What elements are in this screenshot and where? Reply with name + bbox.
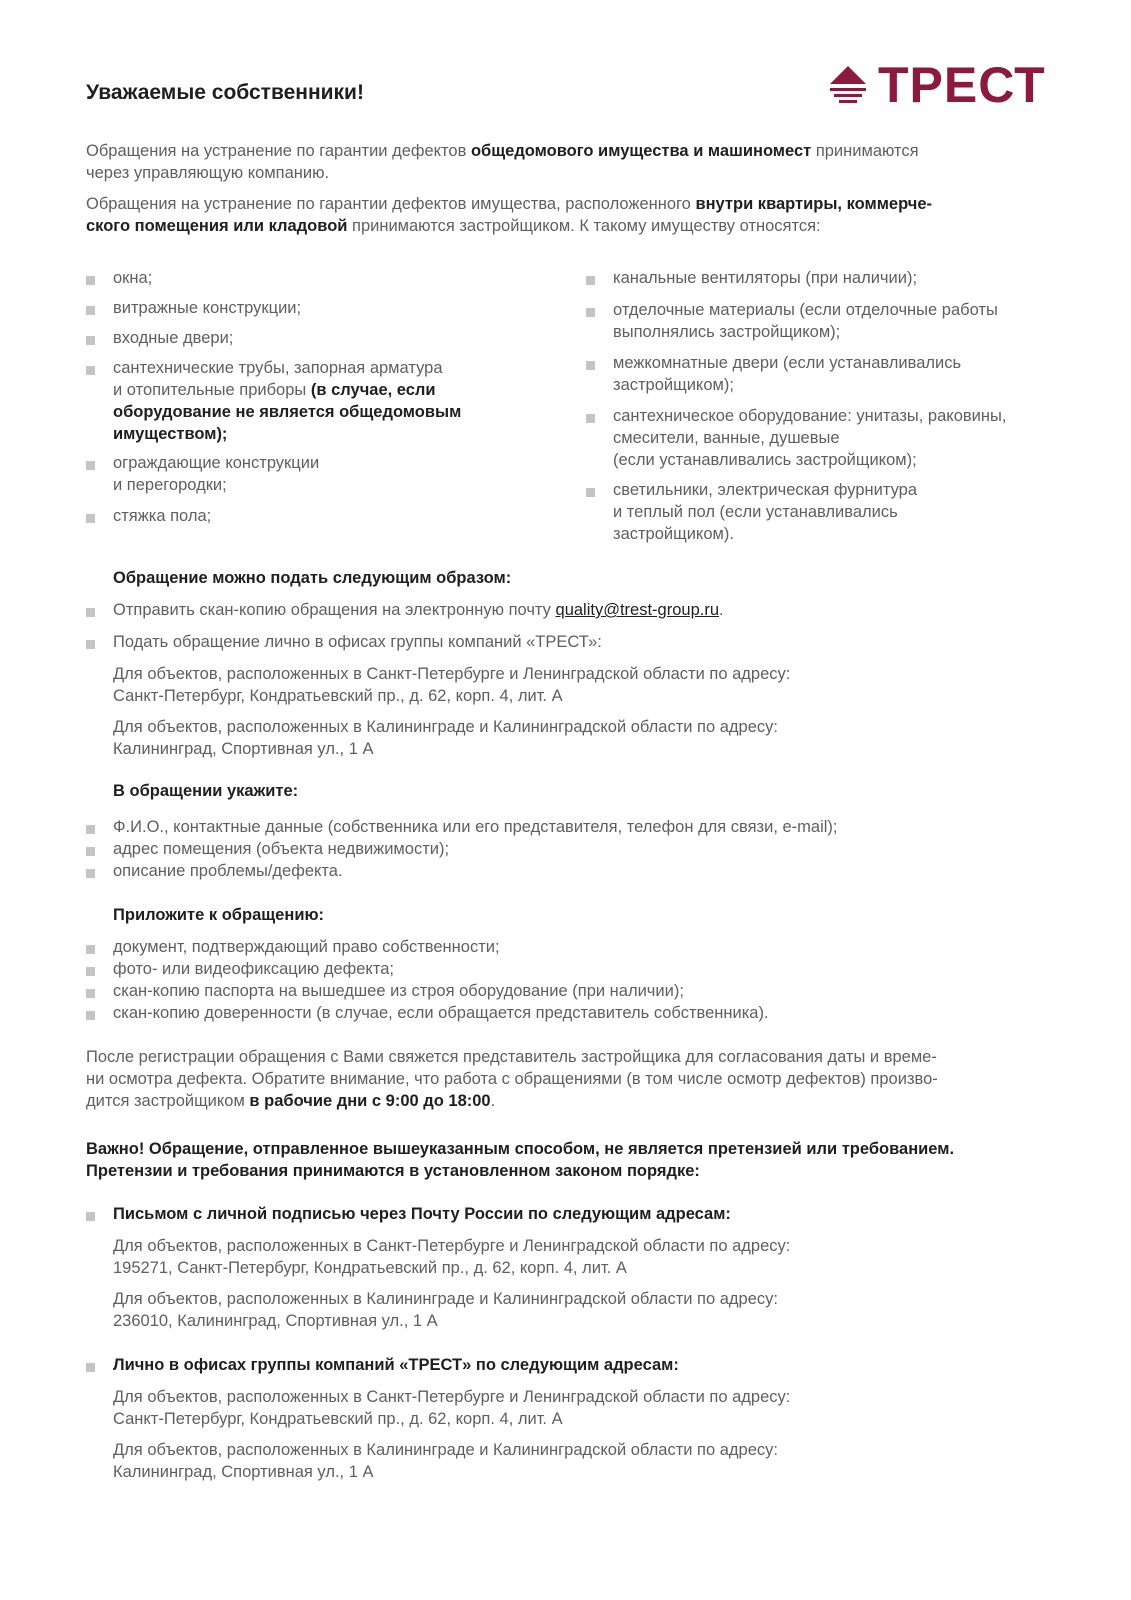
list-item: скан-копию доверенности (в случае, если обращается представитель собственника). — [86, 1002, 769, 1024]
section-heading-attach: Приложите к обращению: — [113, 906, 325, 924]
after-registration-paragraph: После регистрации обращения с Вами свяжется представитель застройщика для согласования даты и време- ни осмотра дефекта. Обратите внимание, что работа с обращениями (в том числе осмотр дефектов) произво- дится застройщиком в рабочие дни с 9:00 до 18:00. — [86, 1048, 938, 1110]
email-link[interactable]: quality@trest-group.ru — [555, 601, 720, 619]
personal-address-spb: Для объектов, расположенных в Санкт-Петербурге и Ленинградской области по адресу: Санкт-Петербург, Кондратьевский пр., д. 62, корп. 4, лит. А — [113, 1388, 791, 1428]
list-item: стяжка пола; — [86, 505, 211, 527]
logo-text: ТРЕСТ — [878, 57, 1046, 113]
list-item: окна; — [86, 267, 152, 289]
list-item: светильники, электрическая фурнитура и теплый пол (если устанавливались застройщиком). — [586, 479, 917, 545]
list-item: Подать обращение лично в офисах группы компаний «ТРЕСТ»: — [86, 631, 602, 653]
list-item: межкомнатные двери (если устанавливались застройщиком); — [586, 352, 961, 396]
list-item: сантехнические трубы, запорная арматура и отопительные приборы (в случае, если оборудование не является общедомовым имуществом); — [86, 357, 461, 445]
mail-address-kaliningrad: Для объектов, расположенных в Калининграде и Калининградской области по адресу: 236010, Калининград, Спортивная ул., 1 А — [113, 1290, 778, 1330]
section-heading-submit: Обращение можно подать следующим образом: — [113, 569, 512, 587]
page-title: Уважаемые собственники! — [86, 81, 364, 104]
list-item: описание проблемы/дефекта. — [86, 860, 343, 882]
address-spb: Для объектов, расположенных в Санкт-Петербурге и Ленинградской области по адресу: Санкт-Петербург, Кондратьевский пр., д. 62, корп. 4, лит. А — [113, 665, 791, 705]
list-item: Отправить скан-копию обращения на электронную почту quality@trest-group.ru. — [86, 599, 724, 621]
section-heading-specify: В обращении укажите: — [113, 782, 299, 800]
logo-mark-icon — [826, 63, 870, 107]
list-item: Ф.И.О., контактные данные (собственника или его представителя, телефон для связи, e-mail); — [86, 816, 838, 838]
intro-paragraph-1: Обращения на устранение по гарантии дефектов общедомового имущества и машиномест принимаются через управляющую компанию. — [86, 142, 919, 182]
important-notice: Важно! Обращение, отправленное вышеуказанным способом, не является претензией или требованием. Претензии и требования принимаются в установленном законом порядке: — [86, 1140, 955, 1180]
intro-paragraph-2: Обращения на устранение по гарантии дефектов имущества, расположенного внутри квартиры, коммерче- ского помещения или кладовой принимаются застройщиком. К такому имуществу относятся: — [86, 195, 933, 235]
address-kaliningrad: Для объектов, расположенных в Калининграде и Калининградской области по адресу: Калининград, Спортивная ул., 1 А — [113, 718, 778, 758]
list-item: витражные конструкции; — [86, 297, 301, 319]
list-item: фото- или видеофиксацию дефекта; — [86, 958, 394, 980]
list-item: Письмом с личной подписью через Почту России по следующим адресам: — [86, 1203, 731, 1225]
mail-address-spb: Для объектов, расположенных в Санкт-Петербурге и Ленинградской области по адресу: 195271, Санкт-Петербург, Кондратьевский пр., д. 62, корп. 4, лит. А — [113, 1237, 791, 1277]
list-item: входные двери; — [86, 327, 233, 349]
list-item: скан-копию паспорта на вышедшее из строя оборудование (при наличии); — [86, 980, 684, 1002]
list-item: ограждающие конструкции и перегородки; — [86, 452, 319, 496]
list-item: адрес помещения (объекта недвижимости); — [86, 838, 449, 860]
list-item: канальные вентиляторы (при наличии); — [586, 267, 917, 289]
trest-logo — [826, 57, 1046, 113]
list-item: Лично в офисах группы компаний «ТРЕСТ» по следующим адресам: — [86, 1354, 679, 1376]
personal-address-kaliningrad: Для объектов, расположенных в Калининграде и Калининградской области по адресу: Калининград, Спортивная ул., 1 А — [113, 1441, 778, 1481]
list-item: отделочные материалы (если отделочные работы выполнялись застройщиком); — [586, 299, 998, 343]
list-item: документ, подтверждающий право собственности; — [86, 936, 500, 958]
list-item: сантехническое оборудование: унитазы, раковины, смесители, ванные, душевые (если устанавливались застройщиком); — [586, 405, 1006, 471]
